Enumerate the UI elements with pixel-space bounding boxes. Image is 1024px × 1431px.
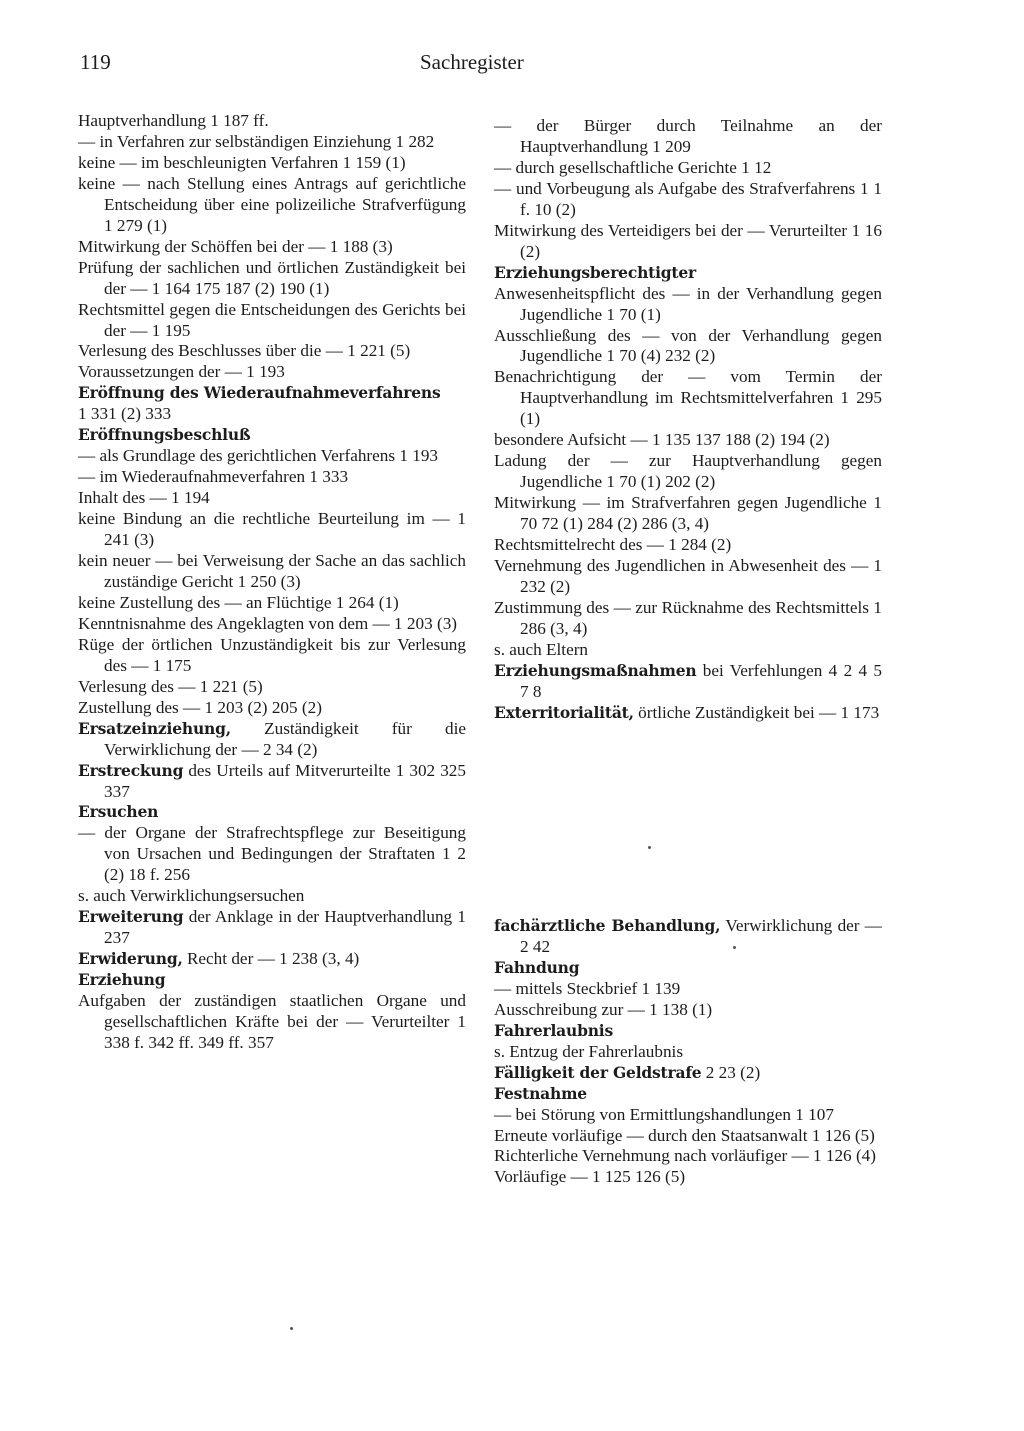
index-entry: Vorläufige — 1 125 126 (5): [494, 1167, 686, 1187]
running-head: Sachregister: [420, 50, 524, 74]
index-entry: Anwesenheitspflicht des — in der Verhandlung gegen Jugendliche 1 70 (1): [494, 283, 882, 324]
index-entry: Mitwirkung — im Strafverfahren gegen Jugendliche 1 70 72 (1) 284 (2) 286 (3, 4): [494, 493, 882, 534]
index-headword: Fälligkeit der Geldstrafe: [494, 1062, 702, 1082]
index-entry: s. Entzug der Fahrerlaubnis: [494, 1041, 684, 1061]
index-entry: — im Wiederaufnahmeverfahren 1 333: [78, 467, 349, 487]
index-entry: kein neuer — bei Verweisung der Sache an das sachlich zuständige Gericht 1 250 (3): [78, 551, 466, 591]
index-entry: Ladung der — zur Hauptverhandlung gegen Jugendliche 1 70 (1) 202 (2): [494, 451, 882, 492]
index-headword: Festnahme: [494, 1083, 587, 1103]
index-headword: Eröffnung des Wiederaufnahmeverfahrens: [78, 383, 441, 403]
index-headword: fachärztliche Behandlung,: [494, 916, 721, 935]
page-number: 119: [80, 50, 111, 74]
index-entry: — der Bürger durch Teilnahme an der Hauptverhandlung 1 209: [494, 116, 882, 156]
index-headword-entry: [494, 958, 882, 979]
index-entry: — als Grundlage des gerichtlichen Verfahrens 1 193: [78, 446, 439, 466]
index-entry: — der Organe der Strafrechtspflege zur Beseitigung von Ursachen und Bedingungen der Straftaten 1 2 (2) 18 f. 256: [78, 823, 466, 885]
index-headword: Erziehung: [78, 970, 166, 990]
index-headword: Erwiderung,: [78, 949, 183, 969]
index-headword: Fahndung: [494, 957, 580, 977]
index-entry: — durch gesellschaftliche Gerichte 1 12: [494, 157, 772, 177]
index-entry: Aufgaben der zuständigen staatlichen Organe und gesellschaftlichen Kräfte bei der — Verurteilter 1 338 f. 342 ff. 349 ff. 357: [78, 991, 466, 1052]
index-headword: Ersuchen: [78, 802, 159, 822]
index-headword-entry: [78, 802, 466, 823]
index-column-right-bottom: [494, 916, 882, 1188]
index-headword-entry: [78, 425, 466, 446]
index-entry: keine Zustellung des — an Flüchtige 1 264 (1): [78, 592, 399, 612]
scan-speck: [648, 846, 651, 849]
index-headword: Eröffnungsbeschluß: [78, 425, 251, 445]
index-headword: Erweiterung: [78, 907, 184, 927]
index-entry: — in Verfahren zur selbständigen Einziehung 1 282: [78, 131, 435, 151]
index-headword: Erziehungsmaßnahmen: [494, 660, 697, 680]
index-entry-text: der Anklage in der Hauptverhandlung 1 237: [104, 907, 466, 948]
index-headword-entry: [494, 1084, 882, 1105]
index-entry: Rechtsmittel gegen die Entscheidungen des Gerichts bei der — 1 195: [78, 299, 466, 340]
index-entry: Zustimmung des — zur Rücknahme des Rechtsmittels 1 286 (3, 4): [494, 597, 882, 638]
index-entry: Rechtsmittelrecht des — 1 284 (2): [494, 535, 732, 555]
index-headword: Ersatzeinziehung,: [78, 718, 231, 738]
index-headword-entry: [78, 970, 466, 991]
index-headword-entry: [494, 661, 882, 703]
index-entry: 1 331 (2) 333: [78, 404, 172, 424]
index-entry: — bei Störung von Ermittlungshandlungen 1 107: [494, 1104, 834, 1124]
index-entry: Verlesung des — 1 221 (5): [78, 676, 263, 696]
scan-speck: [733, 946, 736, 949]
index-entry: — und Vorbeugung als Aufgabe des Strafverfahrens 1 1 f. 10 (2): [494, 178, 882, 219]
index-entry-text: örtliche Zuständigkeit bei — 1 173: [633, 702, 880, 722]
index-headword-entry: [78, 949, 466, 970]
index-entry: Ausschließung des — von der Verhandlung gegen Jugendliche 1 70 (4) 232 (2): [494, 325, 882, 366]
index-entry: Voraussetzungen der — 1 193: [78, 362, 285, 382]
index-entry: Inhalt des — 1 194: [78, 488, 210, 508]
index-entry-text: Verwirklichung der — 2 42: [520, 916, 882, 956]
index-headword-entry: [78, 907, 466, 949]
index-headword-entry: [494, 1021, 882, 1042]
index-column-right-top: [494, 116, 882, 724]
index-headword-entry: [494, 263, 882, 284]
index-entry: Kenntnisnahme des Angeklagten von dem — 1 203 (3): [78, 613, 458, 633]
index-entry-text: bei Verfehlungen 4 2 4 5 7 8: [520, 660, 882, 701]
index-entry: Rüge der örtlichen Unzuständigkeit bis zur Verlesung des — 1 175: [78, 634, 466, 675]
index-entry: Ausschreibung zur — 1 138 (1): [494, 999, 713, 1019]
index-entry-text: des Urteils auf Mitverurteilte 1 302 325 337: [104, 760, 466, 801]
index-entry-text: Recht der — 1 238 (3, 4): [182, 949, 360, 969]
index-entry: Mitwirkung der Schöffen bei der — 1 188 (3): [78, 236, 393, 256]
index-entry: Benachrichtigung der — vom Termin der Hauptverhandlung im Rechtsmittelverfahren 1 295 (1): [494, 367, 882, 429]
index-entry: Hauptverhandlung 1 187 ff.: [78, 111, 269, 130]
index-entry: — mittels Steckbrief 1 139: [494, 978, 681, 998]
index-entry: Zustellung des — 1 203 (2) 205 (2): [78, 697, 322, 717]
index-headword: Fahrerlaubnis: [494, 1020, 613, 1040]
index-entry: Richterliche Vernehmung nach vorläufiger — 1 126 (4): [494, 1146, 876, 1166]
index-headword-entry: [78, 761, 466, 803]
index-headword: Erziehungsberechtigter: [494, 262, 697, 282]
index-entry: besondere Aufsicht — 1 135 137 188 (2) 194 (2): [494, 430, 830, 450]
index-entry: s. auch Verwirklichungsersuchen: [78, 886, 305, 906]
index-column-left: [78, 111, 466, 1054]
index-entry-text: Zuständigkeit für die Verwirklichung der — 2 34 (2): [104, 718, 466, 759]
index-headword: Erstreckung: [78, 760, 184, 780]
index-entry: keine Bindung an die rechtliche Beurteilung im — 1 241 (3): [78, 509, 466, 550]
scan-speck: [290, 1327, 293, 1330]
index-entry: keine — im beschleunigten Verfahren 1 159 (1): [78, 152, 406, 172]
index-headword: Exterritorialität,: [494, 702, 634, 722]
index-entry: keine — nach Stellung eines Antrags auf gerichtliche Entscheidung über eine polizeiliche Strafverfügung 1 279 (1): [78, 173, 466, 235]
index-entry: Mitwirkung des Verteidigers bei der — Verurteilter 1 16 (2): [494, 220, 882, 261]
index-headword-entry: [78, 383, 466, 404]
index-entry: Vernehmung des Jugendlichen in Abwesenheit des — 1 232 (2): [494, 556, 882, 596]
index-headword-entry: [494, 1063, 882, 1084]
index-headword-entry: [78, 719, 466, 761]
index-entry: Prüfung der sachlichen und örtlichen Zuständigkeit bei der — 1 164 175 187 (2) 190 (1): [78, 257, 466, 298]
index-headword-entry: [494, 703, 882, 724]
index-entry: Verlesung des Beschlusses über die — 1 221 (5): [78, 341, 411, 361]
index-headword-entry: [494, 916, 882, 958]
index-entry-text: 2 23 (2): [701, 1062, 761, 1082]
index-entry: s. auch Eltern: [494, 639, 589, 659]
index-entry: Erneute vorläufige — durch den Staatsanwalt 1 126 (5): [494, 1125, 875, 1145]
